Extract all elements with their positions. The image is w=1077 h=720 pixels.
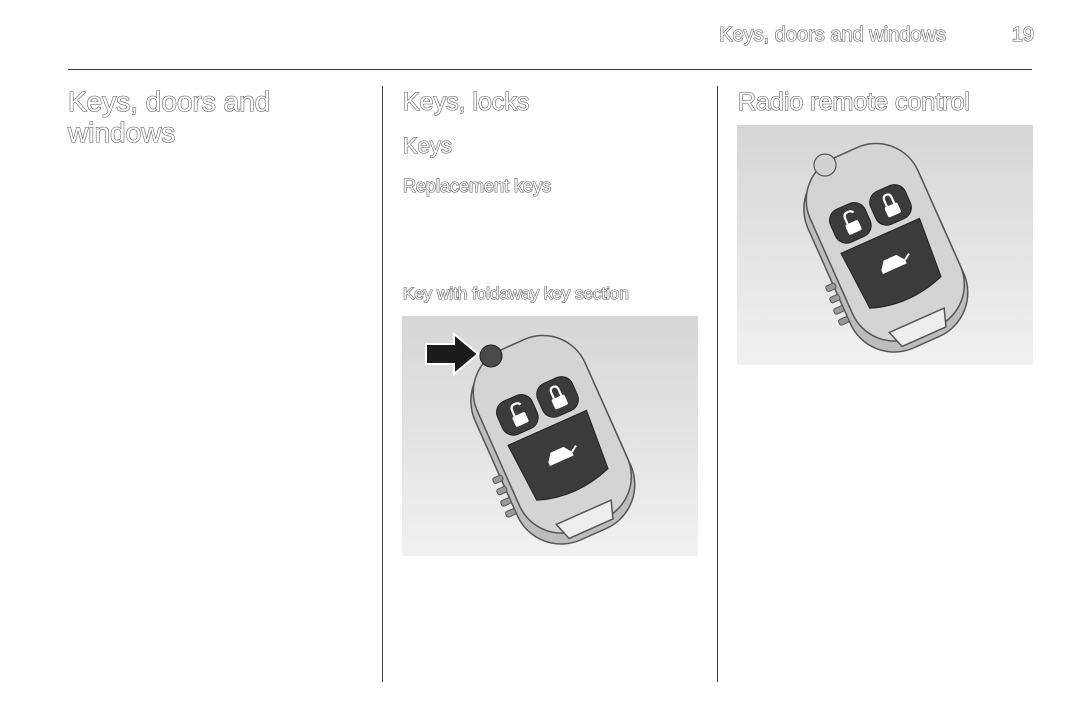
header-section-title: Keys, doors and windows: [719, 24, 946, 46]
column-divider-right: [717, 86, 718, 682]
heading-keys-locks: Keys, locks: [403, 88, 530, 116]
foldaway-key-figure: [402, 316, 698, 556]
release-button-icon: [480, 345, 502, 367]
figure-caption: Key with foldaway key section: [403, 284, 629, 303]
heading-replacement-keys: Replacement keys: [403, 176, 552, 196]
column-divider-left: [382, 86, 383, 682]
chapter-title: Keys, doors and windows: [68, 86, 271, 148]
heading-keys: Keys: [403, 133, 452, 158]
radio-remote-figure: [737, 125, 1033, 365]
page-number: 19: [1011, 24, 1034, 46]
heading-radio-remote-control: Radio remote control: [738, 88, 971, 116]
release-button-icon: [814, 154, 836, 176]
header-divider: [68, 69, 1032, 70]
